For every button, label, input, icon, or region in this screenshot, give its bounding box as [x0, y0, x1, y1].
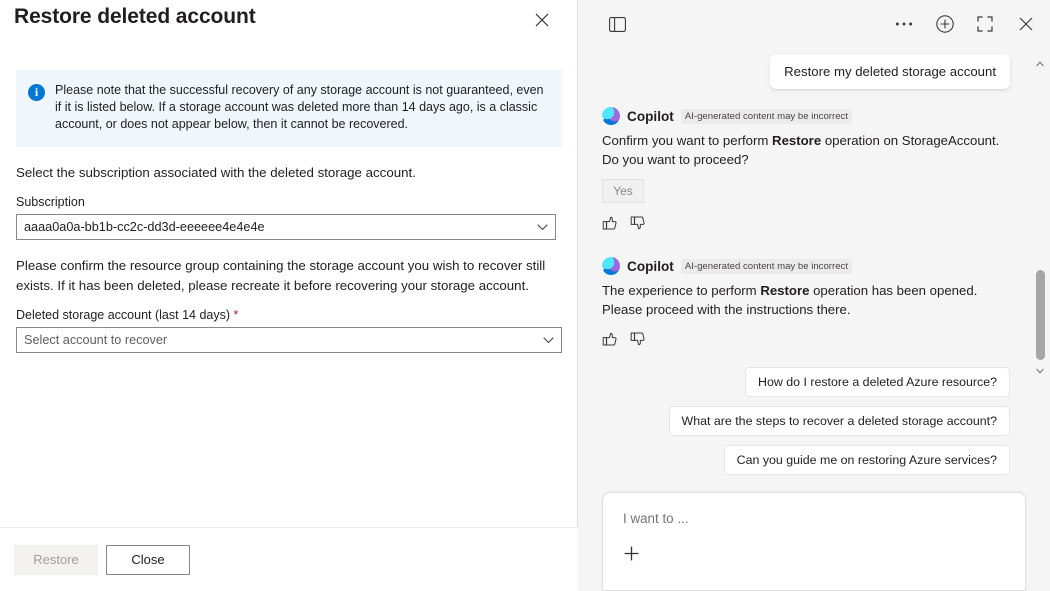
- chat-transcript: [578, 48, 1050, 486]
- required-indicator: *: [233, 308, 239, 322]
- chat-message-bot: [602, 257, 1010, 347]
- bot-message-text: [602, 281, 1002, 319]
- info-banner: [16, 70, 562, 147]
- bot-text-strong: Restore: [772, 133, 822, 148]
- copilot-logo-icon: [602, 107, 620, 125]
- page-title: Restore deleted account: [14, 5, 256, 28]
- bot-header: [602, 107, 1010, 125]
- chat-message-bot: [602, 107, 1010, 231]
- instruction-subscription: Select the subscription associated with the deleted storage account.: [16, 165, 416, 180]
- restore-button[interactable]: Restore: [14, 545, 98, 575]
- expand-icon[interactable]: [970, 9, 1000, 39]
- chat-scrollbar-thumb[interactable]: [1036, 270, 1045, 360]
- blade-footer: [0, 527, 578, 591]
- suggestion-chip[interactable]: Can you guide me on restoring Azure services?: [724, 445, 1010, 475]
- ai-disclaimer-badge: AI-generated content may be incorrect: [681, 109, 852, 124]
- info-banner-text: Please note that the successful recovery of any storage account is not guaranteed, even if it is listed below. If a storage account was deleted more than 14 days ago, is a classic account, or does not appear below, then it cannot be recovered.: [55, 83, 544, 131]
- blade-header: [0, 0, 577, 52]
- bot-name: Copilot: [627, 108, 674, 124]
- close-icon[interactable]: [1011, 9, 1041, 39]
- subscription-value: aaaa0a0a-bb1b-cc2c-dd3d-eeeeee4e4e4e: [24, 220, 265, 234]
- confirm-yes-button[interactable]: Yes: [602, 179, 644, 203]
- copilot-toolbar: [578, 0, 1050, 48]
- bot-text-part: operation on StorageAccount. Do you want to proceed?: [602, 133, 1000, 167]
- bot-text-part: operation has been opened. Please proceed with the instructions there.: [602, 283, 978, 317]
- deleted-account-value: Select account to recover: [24, 333, 168, 347]
- feedback-row: [602, 215, 1010, 231]
- copilot-logo-icon: [602, 257, 620, 275]
- scroll-up-icon[interactable]: [1034, 58, 1046, 70]
- bot-header: [602, 257, 1010, 275]
- close-icon[interactable]: [529, 7, 555, 33]
- blade-body: [0, 52, 578, 527]
- deleted-account-label: [16, 308, 562, 322]
- thumbs-down-icon[interactable]: [630, 215, 646, 231]
- instruction-resource-group: Please confirm the resource group containing the storage account you wish to recover still exists. If it has been deleted, please recreate it before recovering your storage account.: [16, 258, 546, 293]
- bot-name: Copilot: [627, 258, 674, 274]
- scroll-down-icon[interactable]: [1034, 365, 1046, 377]
- bot-text-strong: Restore: [760, 283, 810, 298]
- thumbs-up-icon[interactable]: [602, 215, 618, 231]
- bot-text-part: Confirm you want to perform: [602, 133, 773, 148]
- ai-disclaimer-badge: AI-generated content may be incorrect: [681, 259, 852, 274]
- feedback-row: [602, 331, 1010, 347]
- info-icon: i: [28, 84, 45, 101]
- chat-composer: [602, 492, 1026, 591]
- chat-input[interactable]: [621, 510, 1001, 527]
- user-message-text: Restore my deleted storage account: [770, 54, 1010, 89]
- chat-message-user: [602, 54, 1010, 89]
- suggestion-chip[interactable]: What are the steps to recover a deleted storage account?: [669, 406, 1010, 436]
- deleted-account-label-text: Deleted storage account (last 14 days): [16, 308, 231, 322]
- thumbs-down-icon[interactable]: [630, 331, 646, 347]
- bot-text-part: The experience to perform: [602, 283, 761, 298]
- suggestion-chip[interactable]: How do I restore a deleted Azure resource?: [745, 367, 1010, 397]
- sidebar-toggle-icon[interactable]: [602, 9, 632, 39]
- subscription-dropdown[interactable]: [16, 214, 556, 240]
- close-button[interactable]: Close: [106, 545, 190, 575]
- subscription-label: Subscription: [16, 195, 85, 209]
- chevron-down-icon: [537, 220, 548, 234]
- thumbs-up-icon[interactable]: [602, 331, 618, 347]
- bot-message-text: [602, 131, 1002, 169]
- suggested-prompts: [602, 367, 1010, 475]
- copilot-panel: [578, 0, 1050, 591]
- new-chat-icon[interactable]: [930, 9, 960, 39]
- more-options-icon[interactable]: [889, 9, 919, 39]
- plus-icon[interactable]: [617, 539, 645, 567]
- deleted-account-dropdown[interactable]: [16, 327, 562, 353]
- chevron-down-icon: [543, 333, 554, 347]
